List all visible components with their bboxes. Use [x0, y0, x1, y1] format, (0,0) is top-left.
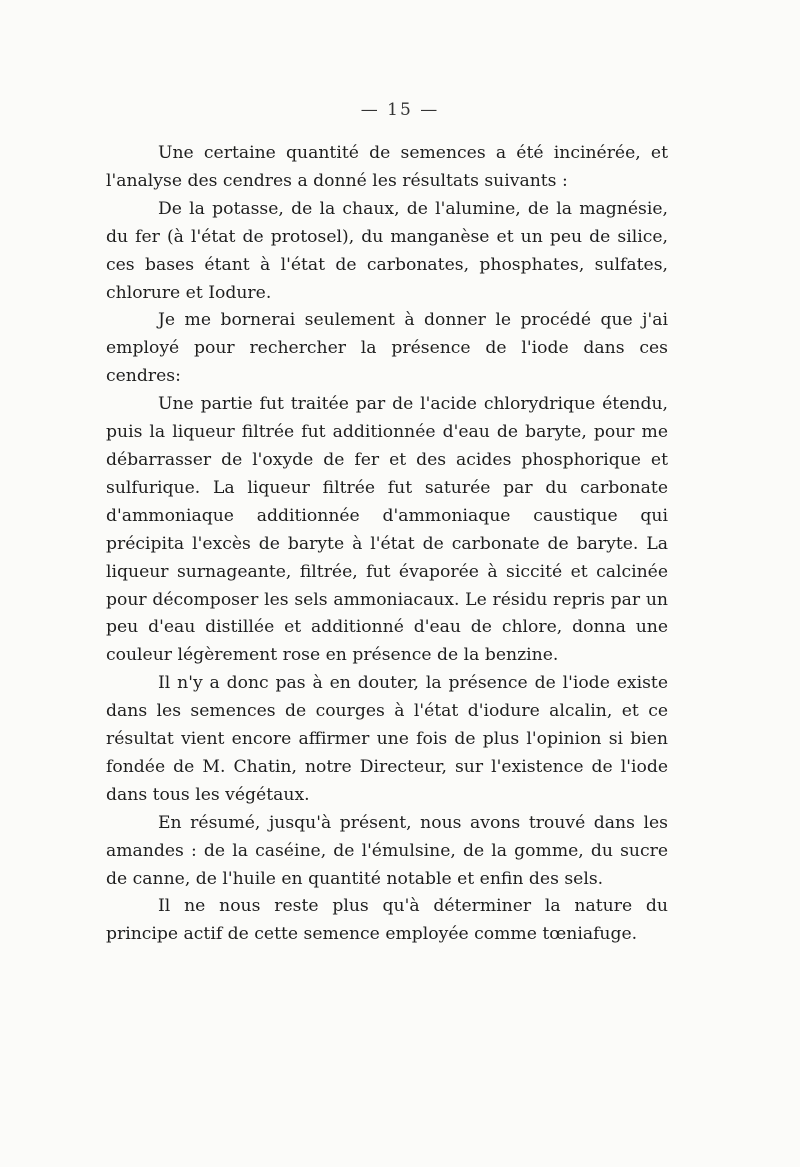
paragraph-iodine-conclusion: Il n'y a donc pas à en douter, la présence de l'iode existe dans les semences de courges à l'état d'iodure alcalin, et ce résultat vient encore affirmer une fois de plus l'opinion si bien fondée de M. Chatin, notre Directeur, sur l'existence de l'iode dans tous les végétaux. [106, 673, 668, 805]
paragraph-summary: En résumé, jusqu'à présent, nous avons trouvé dans les amandes : de la caséine, de l'émulsine, de la gomme, du sucre de canne, de l'huile en quantité notable et enfin des sels. [106, 812, 668, 889]
body-text [106, 140, 668, 949]
paragraph-incineration: Une certaine quantité de semences a été incinérée, et l'analyse des cendres a donné les résultats suivants : [106, 143, 668, 191]
paragraph-procedure-intro: Je me bornerai seulement à donner le procédé que j'ai employé pour rechercher la présence de l'iode dans ces cendres: [106, 310, 668, 387]
page-number: — 15 — [360, 100, 440, 120]
paragraph-remaining-work: Il ne nous reste plus qu'à déterminer la nature du principe actif de cette semence employée comme tœniafuge. [106, 896, 668, 945]
paragraph-procedure: Une partie fut traitée par de l'acide chlorydrique étendu, puis la liqueur filtrée fut additionnée d'eau de baryte, pour me débarrasser de l'oxyde de fer et des acides phosphorique et sulfurique. La liqueur filtrée fut saturée par du carbonate d'ammoniaque additionnée d'ammoniaque caustique qui précipita l'excès de baryte à l'état de carbonate de baryte. La liqueur surnageante, filtrée, fut évaporée à siccité et calcinée pour décomposer les sels ammoniacaux. Le résidu repris par un peu d'eau distillée et additionné d'eau de chlore, donna une couleur légèrement rose en présence de la benzine. [106, 394, 668, 666]
paragraph-bases-list: De la potasse, de la chaux, de l'alumine, de la magnésie, du fer (à l'état de protosel), du manganèse et un peu de silice, ces bases étant à l'état de carbonates, phosphates, sulfates, chlorure et Iodure. [106, 198, 668, 303]
